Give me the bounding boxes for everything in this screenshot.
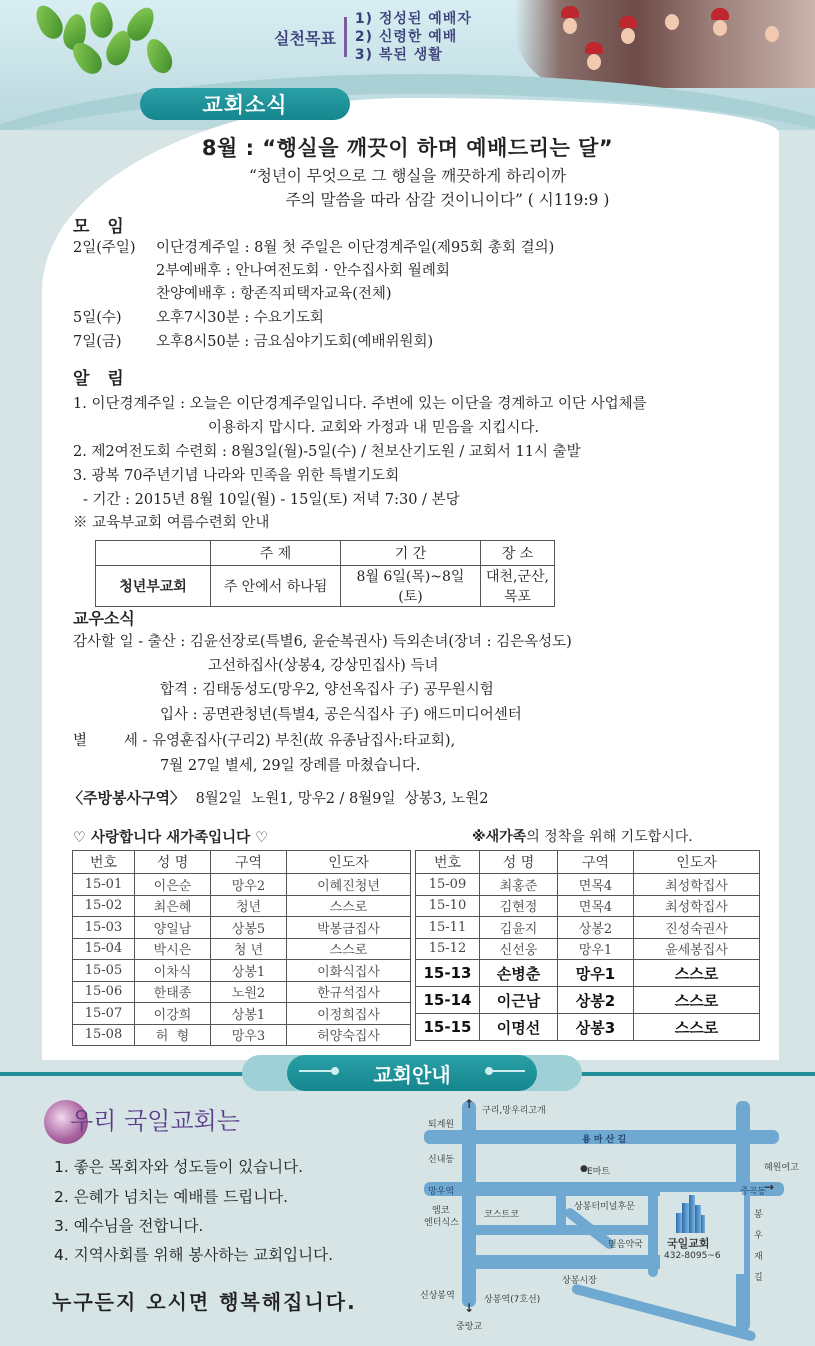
- section-title-news: 교회소식: [140, 88, 350, 120]
- table-row: [416, 895, 760, 917]
- cell-name: 최홍준: [480, 874, 558, 896]
- table-row: [416, 917, 760, 939]
- camp-header: 장 소: [481, 541, 555, 566]
- map-label-north: 구리,망우리고개: [482, 1106, 546, 1116]
- map-label: 상봉시장: [562, 1276, 597, 1286]
- cell-no: 15-09: [416, 874, 480, 896]
- cell-guide: 이혜진청년: [287, 874, 411, 896]
- cell-guide: 최성학집사: [634, 895, 760, 917]
- cell-district: 망우3: [211, 1024, 287, 1046]
- cell-guide: 스스로: [634, 1014, 760, 1041]
- col-header: 번호: [416, 851, 480, 874]
- verse-line-2: 주의 말씀을 따라 삼갈 것이니이다” ( 시119:9 ): [285, 191, 610, 209]
- map-road-label: 용 마 산 길: [582, 1135, 627, 1145]
- cell-no: 15-05: [73, 960, 135, 982]
- church-point: 4. 지역사회를 위해 봉사하는 교회입니다.: [54, 1246, 333, 1264]
- church-point: 2. 은혜가 넘치는 예배를 드립니다.: [54, 1188, 289, 1206]
- map-label: 엠코: [432, 1206, 450, 1216]
- road-char: 우: [754, 1231, 763, 1241]
- cell-district: 면목4: [558, 874, 634, 896]
- notice-item-period: - 기간 : 2015년 8월 10일(월) - 15일(토) 저녁 7:30 / 본당: [83, 492, 460, 508]
- col-header: 구역: [558, 851, 634, 874]
- cell-name: 허 형: [135, 1024, 211, 1046]
- arrow-right-icon: →: [764, 1180, 775, 1194]
- cell-name: 이근남: [480, 987, 558, 1014]
- goal-item: 1) 정성된 예배자: [354, 11, 472, 27]
- meeting-day: 7일(금): [73, 334, 122, 350]
- map-label: 상봉터미널후문: [574, 1202, 635, 1212]
- cell-district: 망우1: [558, 938, 634, 960]
- cell-guide: 최성학집사: [634, 874, 760, 896]
- map-label: 퇴계원: [428, 1120, 455, 1130]
- cell-district: 상봉3: [558, 1014, 634, 1041]
- table-row: [416, 938, 760, 960]
- meeting-text: 오후8시50분 : 금요심야기도회(예배위원회): [156, 334, 434, 350]
- meetings-heading: 모 임: [73, 217, 130, 237]
- cell-no: 15-15: [416, 1014, 480, 1041]
- cell-district: 상봉2: [558, 987, 634, 1014]
- kitchen-service-label: 〈주방봉사구역〉: [68, 789, 185, 807]
- map-road-label-bongujae: [754, 1205, 764, 1289]
- road-char: 길: [754, 1273, 763, 1283]
- practice-goals: [274, 10, 472, 64]
- cell-name: 김현정: [480, 895, 558, 917]
- camp-cell: 8월 6일(목)~8일(토): [341, 566, 481, 607]
- table-row: [73, 917, 411, 939]
- cell-district: 청 년: [211, 938, 287, 960]
- camp-header: 기 간: [341, 541, 481, 566]
- location-map: [412, 1095, 815, 1345]
- col-header: 인도자: [634, 851, 760, 874]
- cell-name: 이차식: [135, 960, 211, 982]
- table-row: [73, 981, 411, 1003]
- section-title-info-text: 교회안내: [373, 1062, 451, 1087]
- col-header: 인도자: [287, 851, 411, 874]
- cell-no: 15-13: [416, 960, 480, 987]
- notice-item: 3. 광복 70주년기념 나라와 민족을 위한 특별기도회: [73, 468, 400, 484]
- road-char: 봉: [754, 1210, 763, 1220]
- map-label: 믿음약국: [608, 1240, 643, 1250]
- new-family-table-left: [72, 850, 411, 1046]
- cell-district: 상봉1: [211, 1003, 287, 1025]
- cell-no: 15-02: [73, 895, 135, 917]
- col-header: 구역: [211, 851, 287, 874]
- kitchen-service: [68, 788, 488, 809]
- goal-item: 3) 복된 생활: [354, 47, 443, 63]
- cell-district: 면목4: [558, 895, 634, 917]
- goal-item: 2) 신령한 예배: [354, 29, 458, 45]
- cell-name: 최은혜: [135, 895, 211, 917]
- camp-cell: 대천,군산,목포: [481, 566, 555, 607]
- cell-no: 15-14: [416, 987, 480, 1014]
- pill-decoration-left: [299, 1070, 335, 1072]
- meeting-text: 찬양예배후 : 항존직피택자교육(전체): [156, 286, 392, 302]
- cell-name: 박시은: [135, 938, 211, 960]
- cell-name: 한태종: [135, 981, 211, 1003]
- cell-guide: 이정희집사: [287, 1003, 411, 1025]
- col-header: 성 명: [135, 851, 211, 874]
- cell-name: 이강희: [135, 1003, 211, 1025]
- cell-no: 15-03: [73, 917, 135, 939]
- cell-guide: 이화식집사: [287, 960, 411, 982]
- road-inner-h: [468, 1225, 658, 1235]
- notice-item: ※ 교육부교회 여름수련회 안내: [73, 515, 270, 531]
- cell-name: 김윤지: [480, 917, 558, 939]
- cell-guide: 한규석집사: [287, 981, 411, 1003]
- meeting-text: 오후7시30분 : 수요기도회: [156, 310, 324, 326]
- verse-line-1: “청년이 무엇으로 그 행실을 깨끗하게 하리이까: [248, 167, 567, 185]
- table-row: [73, 1024, 411, 1046]
- map-label: 혜원여고: [764, 1163, 799, 1173]
- map-label: 망우역: [428, 1187, 455, 1197]
- col-header: 성 명: [480, 851, 558, 874]
- map-church-name: 국일교회: [667, 1237, 710, 1250]
- cell-district: 망우2: [211, 874, 287, 896]
- cell-guide: 허양숙집사: [287, 1024, 411, 1046]
- welcome-message: 누구든지 오시면 행복해집니다.: [52, 1290, 357, 1314]
- map-label: 엔터식스: [424, 1218, 459, 1228]
- notice-item: 2. 제2여전도회 수련회 : 8월3일(월)-5일(수) / 천보산기도원 / 교회서 11시 출발: [73, 444, 581, 460]
- table-row: [73, 1003, 411, 1025]
- table-row: [416, 960, 760, 987]
- map-label: E마트: [587, 1167, 611, 1177]
- member-news-line: 7월 27일 별세, 29일 장례를 마쳤습니다.: [160, 758, 421, 774]
- camp-cell: 청년부교회: [96, 566, 211, 607]
- meeting-day: 2일(주일): [73, 240, 136, 256]
- cell-no: 15-10: [416, 895, 480, 917]
- cell-district: 망우1: [558, 960, 634, 987]
- church-point: 3. 예수님을 전합니다.: [54, 1217, 204, 1235]
- church-info-title: 우리 국일교회는: [70, 1107, 240, 1135]
- map-label: 중랑교: [456, 1322, 483, 1332]
- cell-no: 15-08: [73, 1024, 135, 1046]
- notice-item-cont: 이용하지 맙시다. 교회와 가정과 내 믿음을 지킵시다.: [208, 420, 540, 436]
- cell-district: 청년: [211, 895, 287, 917]
- note-text: 의 정착을 위해 기도합시다.: [526, 829, 693, 845]
- arrow-down-icon: ↓: [464, 1301, 475, 1315]
- camp-header: 주 제: [211, 541, 341, 566]
- cell-guide: 박봉금집사: [287, 917, 411, 939]
- cell-district: 상봉5: [211, 917, 287, 939]
- camp-table: [95, 540, 555, 607]
- road-char: 재: [754, 1252, 763, 1262]
- col-header: 번호: [73, 851, 135, 874]
- kitchen-service-text: 8월2일 노원1, 망우2 / 8월9일 상봉3, 노원2: [195, 791, 489, 807]
- arrow-up-icon: ↑: [464, 1097, 475, 1111]
- table-row: [416, 987, 760, 1014]
- cell-no: 15-06: [73, 981, 135, 1003]
- member-news-line: 고선하집사(상봉4, 강상민집사) 득녀: [208, 658, 439, 674]
- meeting-text: 2부예배후 : 안나여전도회 · 안수집사회 월례회: [156, 263, 450, 279]
- new-family-note: [472, 826, 693, 846]
- cell-guide: 스스로: [287, 895, 411, 917]
- map-label: 코스트코: [484, 1210, 519, 1220]
- cell-name: 신선웅: [480, 938, 558, 960]
- table-row: [73, 938, 411, 960]
- cell-district: 상봉2: [558, 917, 634, 939]
- goals-title: 실천목표: [274, 28, 336, 48]
- map-label: 중곡동: [740, 1187, 767, 1197]
- member-news-line: 입사 : 공면관청년(특별4, 공은식집사 子) 애드미디어센터: [160, 707, 522, 723]
- road-diagonal: [571, 1283, 757, 1342]
- new-family-title: ♡ 사랑합니다 새가족입니다 ♡: [73, 830, 269, 846]
- table-row: [416, 1014, 760, 1041]
- notices-heading: 알 림: [73, 369, 130, 389]
- leaves-decoration: [20, 0, 190, 80]
- cell-no: 15-07: [73, 1003, 135, 1025]
- map-dot-icon: ●: [580, 1164, 588, 1174]
- member-news-line: 합격 : 김태동성도(망우2, 양선옥집사 子) 공무원시험: [160, 682, 494, 698]
- choir-photo: [515, 0, 815, 88]
- camp-cell: 주 안에서 하나됨: [211, 566, 341, 607]
- cell-name: 손병춘: [480, 960, 558, 987]
- cell-guide: 윤세봉집사: [634, 938, 760, 960]
- cell-name: 양일남: [135, 917, 211, 939]
- camp-header: [96, 541, 211, 566]
- month-theme: 8월 : “행실을 깨끗이 하며 예배드리는 달”: [201, 136, 614, 160]
- cell-guide: 진성숙권사: [634, 917, 760, 939]
- cell-guide: 스스로: [287, 938, 411, 960]
- table-row: [73, 960, 411, 982]
- new-family-table-right: [415, 850, 760, 1041]
- church-point: 1. 좋은 목회자와 성도들이 있습니다.: [54, 1158, 304, 1176]
- map-label: 신상봉역: [420, 1291, 455, 1301]
- member-news-line: 감사할 일 - 출산 : 김윤선장로(특별6, 윤순복권사) 득외손녀(장녀 : 김은옥성도): [73, 634, 572, 650]
- meeting-text: 이단경계주일 : 8월 첫 주일은 이단경계주일(제95회 총회 결의): [156, 240, 555, 256]
- cell-name: 이명선: [480, 1014, 558, 1041]
- map-church-phone: 432-8095~6: [664, 1251, 721, 1261]
- cell-guide: 스스로: [634, 987, 760, 1014]
- cell-name: 이은순: [135, 874, 211, 896]
- church-building-icon: [676, 1195, 704, 1233]
- member-news-line: 별 세 - 유영훈집사(구리2) 부친(故 유종남집사:타교회),: [73, 733, 456, 749]
- notice-item: 1. 이단경계주일 : 오늘은 이단경계주일입니다. 주변에 있는 이단을 경계하고 이단 사업체를: [73, 396, 647, 412]
- map-label: 상봉역(7호선): [484, 1295, 541, 1305]
- map-label: 신내동: [428, 1155, 455, 1165]
- section-title-info: [287, 1055, 537, 1091]
- cell-district: 상봉1: [211, 960, 287, 982]
- cell-no: 15-11: [416, 917, 480, 939]
- cell-no: 15-12: [416, 938, 480, 960]
- meeting-day: 5일(수): [73, 310, 122, 326]
- cell-no: 15-01: [73, 874, 135, 896]
- cell-no: 15-04: [73, 938, 135, 960]
- table-row: [73, 874, 411, 896]
- member-news-heading: 교우소식: [73, 609, 135, 628]
- cell-district: 노원2: [211, 981, 287, 1003]
- table-row: [73, 895, 411, 917]
- cell-guide: 스스로: [634, 960, 760, 987]
- note-bold: ※새가족: [472, 829, 527, 845]
- table-row: [416, 874, 760, 896]
- pill-decoration-right: [489, 1070, 525, 1072]
- goals-divider: [344, 17, 347, 57]
